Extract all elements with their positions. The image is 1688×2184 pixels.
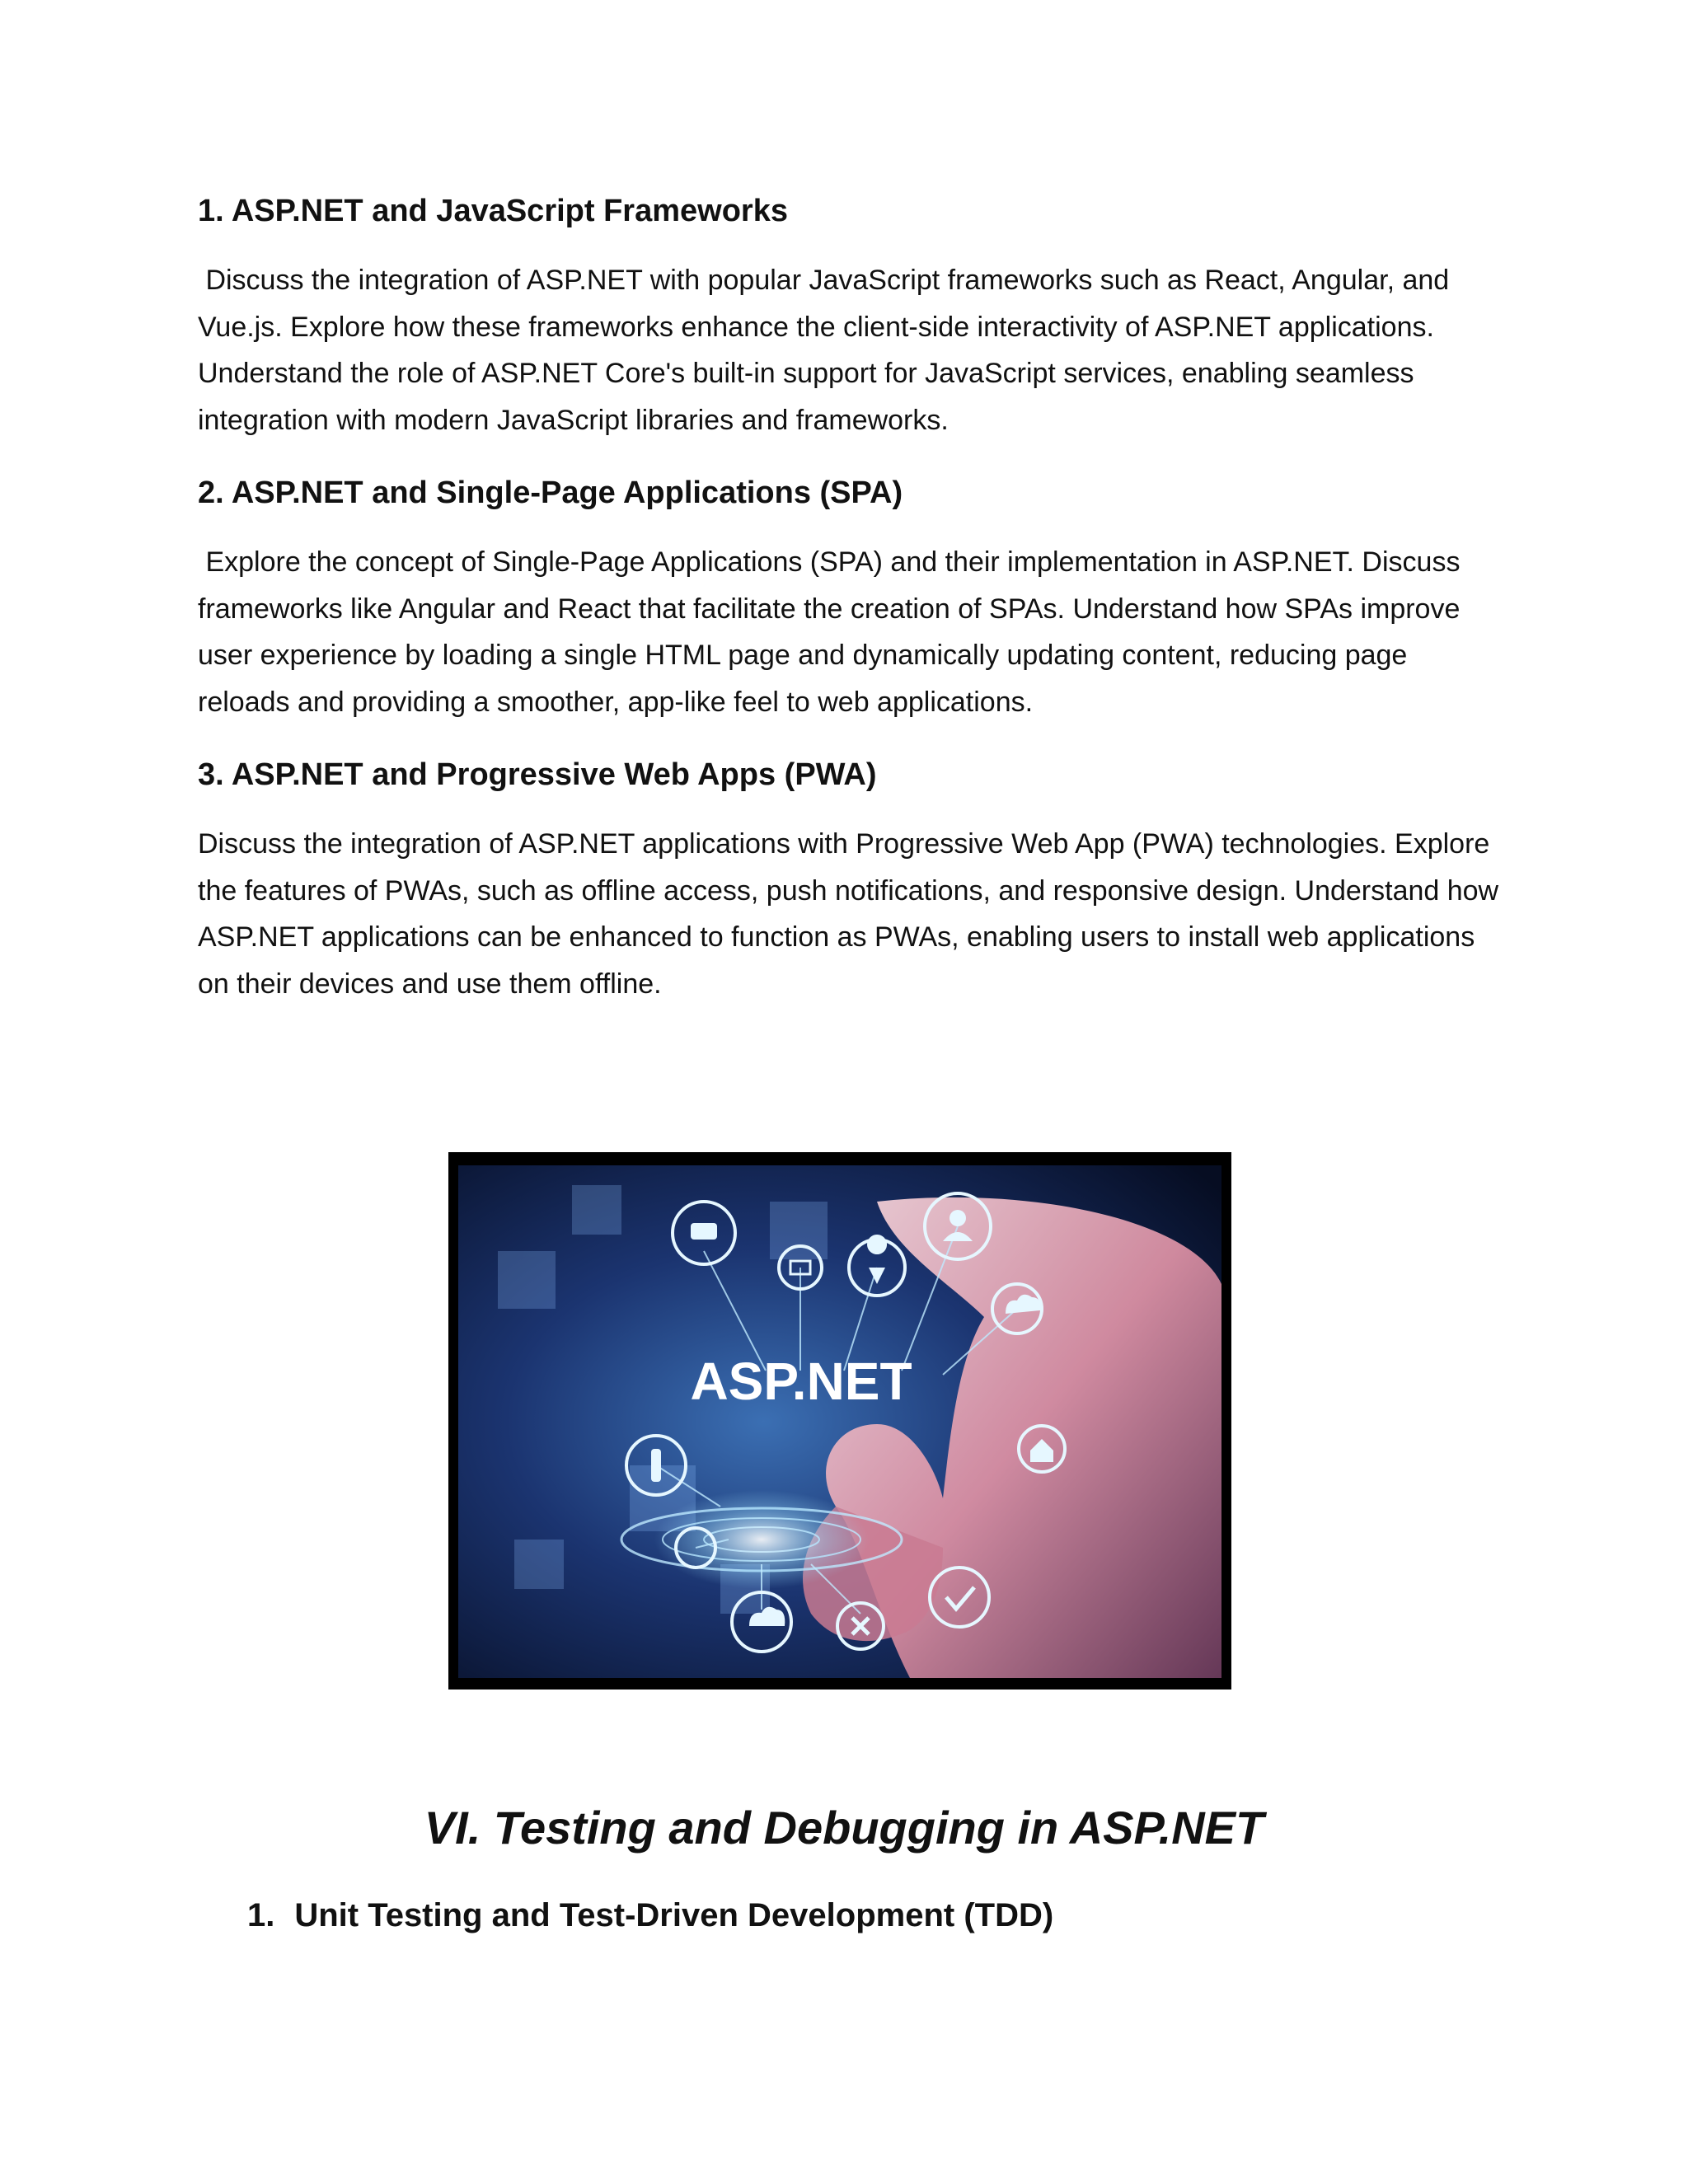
section-2 (198, 471, 1500, 725)
section-heading: 1. ASP.NET and JavaScript Frameworks (198, 194, 788, 228)
subsection-number: 1. (247, 1897, 275, 1933)
section-1 (198, 190, 1500, 443)
illustration-svg (448, 1152, 1231, 1690)
section-3 (198, 753, 1505, 1007)
subsection-title: Unit Testing and Test-Driven Development (TDD) (294, 1897, 1054, 1933)
section-body: Discuss the integration of ASP.NET applications with Progressive Web App (PWA) technologies. Explore the features of PWAs, such as offline access, push notifications, and responsive design. Understand how ASP.NET applications can be enhanced to function as PWAs, enabling users to install web applications on their devices and use them offline. (198, 828, 1505, 1000)
subsection-heading (247, 1892, 1053, 1938)
logo-text: ASP.NET (690, 1352, 912, 1411)
section-body: Explore the concept of Single-Page Applications (SPA) and their implementation in ASP.NET. Discuss frameworks like Angular and React that facilitate the creation of SPAs. Understand how SPAs improve user experience by loading a single HTML page and dynamically updating content, reducing page reloads and providing a smoother, app-like feel to web applications. (198, 546, 1468, 718)
section-heading: 2. ASP.NET and Single-Page Applications (SPA) (198, 476, 903, 510)
chapter-title: VI. Testing and Debugging in ASP.NET (424, 1802, 1264, 1854)
content-column (198, 190, 1505, 1035)
aspnet-illustration (448, 1152, 1231, 1690)
section-heading: 3. ASP.NET and Progressive Web Apps (PWA) (198, 757, 877, 792)
section-body: Discuss the integration of ASP.NET with popular JavaScript frameworks such as React, Angular, and Vue.js. Explore how these frameworks enhance the client-side interactivity of ASP.NET applications. Understand the role of ASP.NET Core's built-in support for JavaScript services, enabling seamless integration with modern JavaScript libraries and frameworks. (198, 265, 1457, 436)
